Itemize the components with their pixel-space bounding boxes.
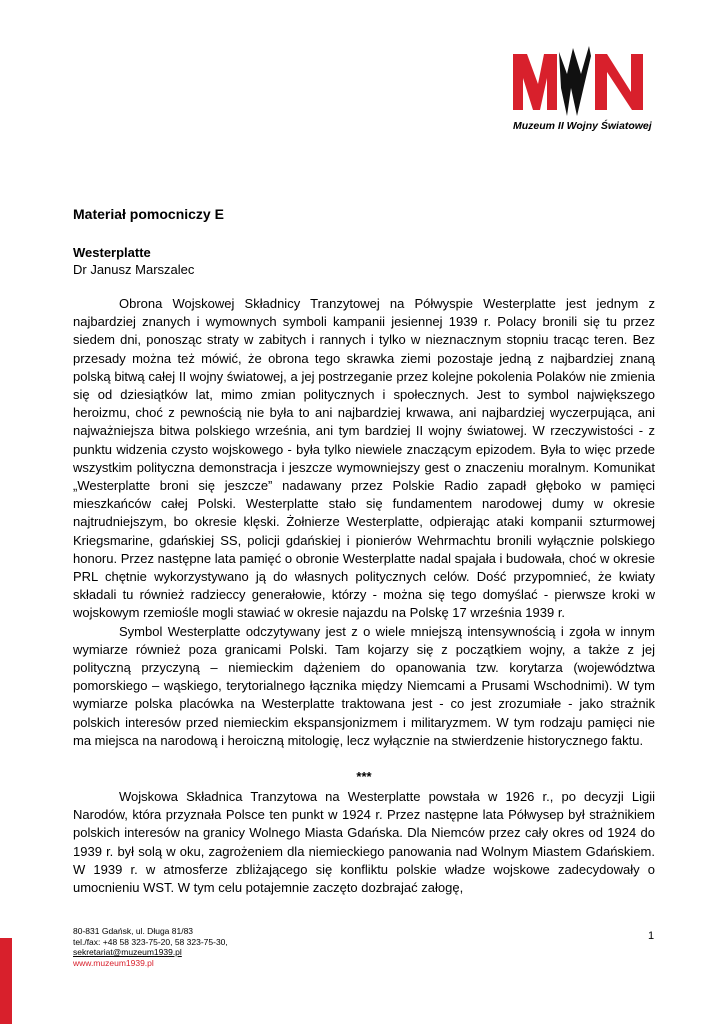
document-author: Dr Janusz Marszalec xyxy=(73,262,195,277)
footer xyxy=(73,926,228,968)
footer-website-link[interactable]: www.muzeum1939.pl xyxy=(73,957,154,968)
logo-red-m xyxy=(513,54,557,110)
paragraph-2: Symbol Westerplatte odczytywany jest z o wiele mniejszą intensywnością i zgoła w innym wymiarze również poza granicami Polski. Tam kojarzy się z początkiem wojny, a także z jej polityczną przyczyną – niemieckim dążeniem do opanowania tzw. korytarza (województwa pomorskiego – wąskiego, terytorialnego łącznika między Niemcami a Prusami Wschodnimi). W tym wymiarze polska placówka na Westerplatte traktowana jest - co jest zrozumiałe - jako strażnik polskich interesów przed niemieckim ekspansjonizmem i militaryzmem. W tym rodzaju pamięci nie ma miejsca na narodową i heroiczną mitologię, lecz wyłącznie na stwierdzenie historycznego faktu. xyxy=(73,623,655,748)
museum-logo-mark xyxy=(511,44,651,116)
section-separator: *** xyxy=(356,769,372,785)
museum-logo xyxy=(511,44,651,132)
footer-email-link[interactable]: sekretariat@muzeum1939.pl xyxy=(73,947,182,957)
document-heading: Materiał pomocniczy E xyxy=(73,206,224,222)
document-body xyxy=(73,206,655,897)
page-number: 1 xyxy=(648,930,655,942)
footer-address: 80-831 Gdańsk, ul. Długa 81/83 xyxy=(73,926,194,936)
logo-caption: Muzeum II Wojny Światowej xyxy=(513,120,652,132)
decorative-red-bar xyxy=(0,938,12,1024)
logo-black-w xyxy=(559,46,591,116)
footer-phone: tel./fax: +48 58 323-75-20, 58 323-75-30, xyxy=(73,936,228,947)
logo-red-n xyxy=(595,54,643,110)
document-subheading: Westerplatte xyxy=(73,245,151,260)
paragraph-3: Wojskowa Składnica Tranzytowa na Westerplatte powstała w 1926 r., po decyzji Ligii Narodów, która przyznała Polsce ten punkt w 1924 r. Przez następne lata Półwysep był strażnikiem polskich interesów na granicy Wolnego Miasta Gdańska. Dla Niemców przez cały okres od 1924 do 1939 r. był solą w oku, zagrożeniem dla niemieckiego panowania nad Wolnym Miastem Gdańskiem. W 1939 r. w atmosferze zbliżającego się konfliktu polskie władze wojskowe zadecydowały o umocnieniu WST. W tym celu potajemnie zaczęto dozbrajać załogę, xyxy=(73,789,655,896)
paragraph-1: Obrona Wojskowej Składnicy Tranzytowej na Półwyspie Westerplatte jest jednym z najbardziej znanych i wymownych symboli kampanii jesiennej 1939 r. Polacy bronili się tu przez siedem dni, ponosząc straty w zabitych i rannych i tylko w nieznacznym stopniu tracąc teren. Bez przesady można też mówić, że obrona tego skrawka ziemi pozostaje jedną z najbardziej znaną polską bitwą całej II wojny światowej, a jej postrzeganie przez kolejne pokolenia Polaków nie zmienia się od dziesiątków lat, mimo zmian politycznych i społecznych. Jest to symbol największego heroizmu, choć z pewnością nie była to ani najbardziej krwawa, ani najbardziej wyczerpująca, ani najważniejsza bitwa polskiego września, ani tym bardziej II wojny światowej. W rzeczywistości - z punktu widzenia czysto wojskowego - była tylko niewiele znaczącym epizodem. Była to więc przede wszystkim polityczna demonstracja i jeszcze wymowniejszy gest o znaczeniu moralnym. Komunikat „Westerplatte broni się jeszcze” nadawany przez Polskie Radio zapadł głęboko w pamięci mieszkańców całej Polski. Westerplatte stało się fundamentem narodowej dumy w okresie najtrudniejszym, bo okresie klęski. Żołnierze Westerplatte, odpierając ataki kompanii szturmowej Kriegsmarine, gdańskiej SS, policji gdańskiej i pionierów Wehrmachtu bronili wyłącznie polskiego honoru. Przez następne lata pamięć o obronie Westerplatte nadal spajała i budowała, choć w okresie PRL chętnie wykorzystywano ją do własnych politycznych celów. Dość przypomnieć, że kwiaty składali tu również radzieccy generałowie, którzy - można się tego domyślać - pierwsze kroki w wojskowym rzemiośle mogli stawiać w okresie najazdu na Polskę 17 września 1939 r. xyxy=(73,296,655,621)
